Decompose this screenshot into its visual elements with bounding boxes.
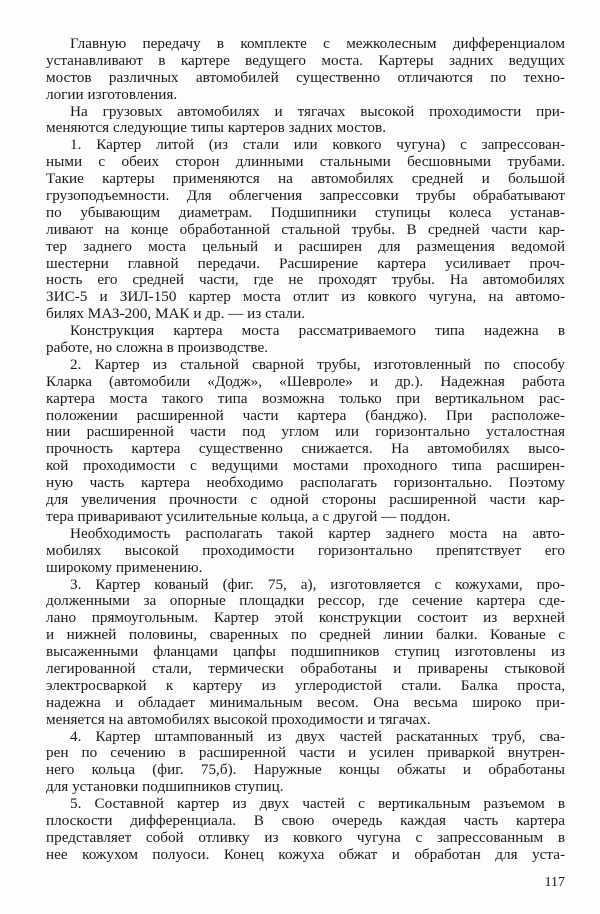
page-number: 117 — [544, 875, 565, 890]
text-line: 5. Составной картер из двух частей с вертикальным разъемом в — [70, 795, 565, 813]
paragraph — [46, 357, 565, 526]
text-line: нии расширенной части под углом или горизонтально усталостная — [46, 423, 565, 441]
text-line: ную часть картера необходимо располагать горизонтально. Поэтому — [46, 474, 565, 492]
text-line: грузоподъемности. Для облегчения запрессовки трубы обрабатывают — [46, 187, 565, 205]
text-line: и нижней половины, сваренных по средней линии балки. Кованые с — [46, 626, 565, 644]
paragraph — [46, 729, 565, 797]
body-text — [46, 36, 565, 864]
text-line: плоскости дифференциала. В свою очередь каждая часть картера — [46, 811, 565, 829]
text-line: мобилях высокой проходимости горизонтально препятствует его — [46, 541, 565, 559]
text-line: Главную передачу в комплекте с межколесным дифференциалом — [70, 35, 565, 52]
paragraph — [46, 796, 565, 864]
text-line: кой проходимости с ведущими мостами проходного типа расширен- — [46, 457, 565, 475]
paragraph — [46, 137, 565, 323]
paragraph — [46, 104, 565, 138]
text-line: него кольца (фиг. 75,б). Наружные концы обжаты и обработаны — [46, 761, 565, 779]
text-line: меняется на автомобилях высокой проходимости и тягачах. — [46, 710, 431, 728]
text-line: тера приваривают усилительные кольца, а с другой — поддон. — [46, 507, 451, 525]
text-line: ЗИС-5 и ЗИЛ-150 картер моста отлит из ковкого чугуна, на автомо- — [46, 288, 565, 306]
text-line: положении расширенной части картера (банджо). При расположе- — [46, 406, 565, 424]
text-line: легированной стали, термически обработаны и приварены стыковой — [46, 659, 565, 677]
text-line: рен по сечению в расширенной части и усилен приваркой внутрен- — [46, 744, 565, 762]
text-line: Конструкция картера моста рассматриваемого типа надежна в — [70, 322, 565, 340]
text-line: долженными за опорные площадки рессор, где сечение картера сде- — [46, 592, 565, 610]
text-line: высаженными фланцами цапфы подшипников ступиц изготовлены из — [46, 643, 565, 661]
text-line: 4. Картер штампованный из двух частей раскатанных труб, сва- — [70, 727, 565, 745]
text-line: Кларка (автомобили «Додж», «Шевроле» и др.). Надежная работа — [46, 372, 565, 390]
text-line: лано прямоугольным. Картер этой конструкции состоит из верхней — [46, 609, 565, 627]
text-line: для установки подшипников ступиц. — [46, 778, 284, 796]
text-line: тер заднего моста цельный и расширен для размещения ведомой — [46, 237, 565, 255]
paragraph — [46, 577, 565, 729]
paragraph — [46, 36, 565, 104]
text-line: На грузовых автомобилях и тягачах высокой проходимости при- — [70, 102, 565, 120]
text-line: картера моста такого типа возможна только при вертикальном рас- — [46, 389, 565, 407]
text-line: билях МАЗ-200, МАК и др. — из стали. — [46, 305, 306, 323]
text-line: 3. Картер кованый (фиг. 75, а), изготовляется с кожухами, про- — [70, 575, 565, 593]
paragraph — [46, 323, 565, 357]
text-line: шестерни главной передачи. Расширение картера усиливает проч- — [46, 254, 565, 272]
text-line: меняются следующие типы картеров задних мостов. — [46, 119, 386, 137]
text-line: ливают на конце обработанной стальной трубы. В средней части кар- — [46, 220, 565, 238]
text-line: прочность картера существенно снижается. На автомобилях высо- — [46, 440, 565, 458]
text-line: 2. Картер из стальной сварной трубы, изготовленный по способу — [70, 355, 565, 373]
text-line: ными с обеих сторон длинными стальными бесшовными трубами. — [46, 153, 565, 171]
text-line: Такие картеры применяются на автомобилях средней и большой — [46, 170, 565, 188]
text-line: мостов различных автомобилей существенно отличаются по техно- — [46, 68, 565, 86]
text-line: электросваркой к картеру из углеродистой стали. Балка проста, — [46, 676, 565, 694]
text-line: логии изготовления. — [46, 85, 178, 103]
text-line: по убывающим диаметрам. Подшипники ступицы колеса устанав- — [46, 203, 565, 221]
text-line: для увеличения прочности с одной стороны расширенной части кар- — [46, 491, 565, 509]
text-line: надежна и обладает минимальным весом. Она весьма широко при- — [46, 693, 565, 711]
text-line: Необходимость располагать такой картер заднего моста на авто- — [70, 524, 565, 542]
text-line: работе, но сложна в производстве. — [46, 339, 268, 357]
text-line: нее кожухом полуоси. Конец кожуха обжат и обработан для уста- — [46, 845, 565, 863]
text-line: ность его средней части, где не проходят трубы. На автомобилях — [46, 271, 565, 289]
text-line: устанавливают в картере ведущего моста. Картеры задних ведущих — [46, 51, 565, 69]
paragraph — [46, 526, 565, 577]
text-line: широкому применению. — [46, 558, 203, 576]
text-line: 1. Картер литой (из стали или ковкого чугуна) с запрессован- — [70, 136, 565, 154]
text-line: представляет собой отливку из ковкого чугуна с запрессованным в — [46, 828, 565, 846]
